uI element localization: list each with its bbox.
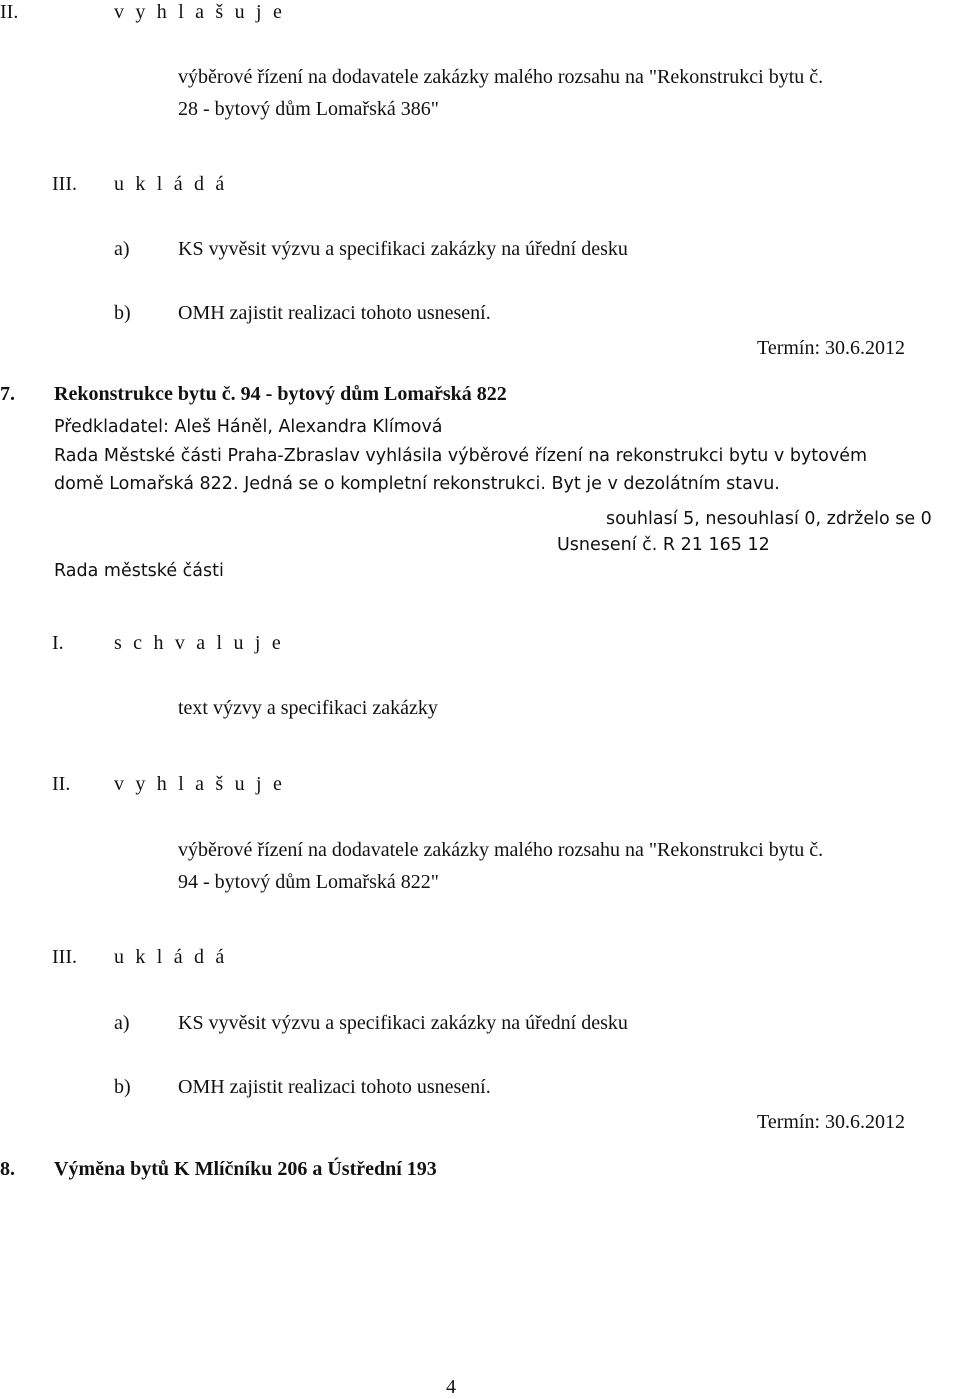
section-number: III.	[52, 173, 77, 195]
council-body: Rada městské části	[54, 561, 224, 581]
resolution-verb: s c h v a l u j e	[114, 632, 284, 654]
item-number: 7.	[0, 383, 15, 405]
deadline: Termín: 30.6.2012	[757, 337, 906, 359]
list-item-text: OMH zajistit realizaci tohoto usnesení.	[178, 302, 491, 324]
page-number: 4	[446, 1376, 456, 1398]
item-description: Rada Městské části Praha-Zbraslav vyhlásila výběrové řízení na rekonstrukci bytu v bytovém	[54, 446, 868, 466]
resolution-verb: u k l á d á	[114, 946, 228, 968]
resolution-verb: u k l á d á	[114, 173, 228, 195]
deadline: Termín: 30.6.2012	[757, 1111, 906, 1133]
item-description: domě Lomařská 822. Jedná se o kompletní rekonstrukci. Byt je v dezolátním stavu.	[54, 474, 780, 494]
list-item-text: KS vyvěsit výzvu a specifikaci zakázky na úřední desku	[178, 1012, 628, 1034]
list-label: a)	[114, 238, 130, 260]
section-number: III.	[52, 946, 77, 968]
section-number: II.	[52, 773, 71, 795]
list-label: a)	[114, 1012, 130, 1034]
section-number: II.	[0, 1, 19, 23]
list-item-text: KS vyvěsit výzvu a specifikaci zakázky na úřední desku	[178, 238, 628, 260]
resolution-text: 28 - bytový dům Lomařská 386"	[178, 98, 439, 120]
resolution-text: 94 - bytový dům Lomařská 822"	[178, 871, 439, 893]
resolution-text: výběrové řízení na dodavatele zakázky malého rozsahu na "Rekonstrukci bytu č.	[178, 839, 824, 861]
item-title: Výměna bytů K Mlíčníku 206 a Ústřední 193	[54, 1158, 437, 1180]
resolution-number: Usnesení č. R 21 165 12	[557, 535, 770, 555]
resolution-text: text výzvy a specifikaci zakázky	[178, 697, 438, 719]
section-number: I.	[52, 632, 64, 654]
list-item-text: OMH zajistit realizaci tohoto usnesení.	[178, 1076, 491, 1098]
list-label: b)	[114, 302, 131, 324]
list-label: b)	[114, 1076, 131, 1098]
presenter: Předkladatel: Aleš Háněl, Alexandra Klímová	[54, 417, 443, 437]
item-number: 8.	[0, 1158, 15, 1180]
resolution-text: výběrové řízení na dodavatele zakázky malého rozsahu na "Rekonstrukci bytu č.	[178, 66, 824, 88]
item-title: Rekonstrukce bytu č. 94 - bytový dům Lomařská 822	[54, 383, 507, 405]
resolution-verb: v y h l a š u j e	[114, 1, 286, 23]
vote-result: souhlasí 5, nesouhlasí 0, zdrželo se 0	[606, 509, 932, 529]
resolution-verb: v y h l a š u j e	[114, 773, 286, 795]
